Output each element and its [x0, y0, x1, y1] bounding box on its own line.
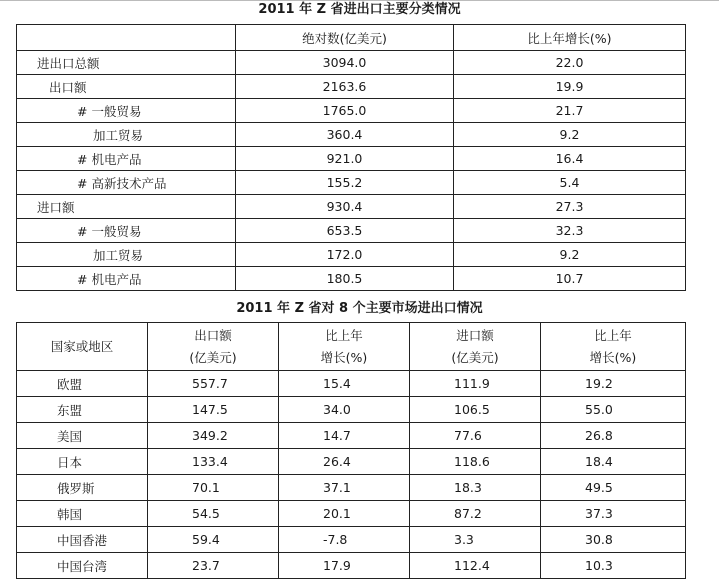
row-import-growth: 19.2 — [541, 371, 686, 397]
table2-header-row — [17, 323, 686, 371]
row-import-growth: 10.3 — [541, 553, 686, 579]
row-export: 133.4 — [148, 449, 279, 475]
table1-header-empty — [17, 25, 236, 51]
row-growth: 16.4 — [454, 147, 686, 171]
row-region: 中国香港 — [17, 527, 148, 553]
table-row — [17, 475, 686, 501]
row-value: 921.0 — [236, 147, 454, 171]
row-label: # 一般贸易 — [17, 219, 236, 243]
row-import: 112.4 — [410, 553, 541, 579]
table-row — [17, 243, 686, 267]
row-growth: 27.3 — [454, 195, 686, 219]
row-region: 东盟 — [17, 397, 148, 423]
header-import — [410, 323, 541, 371]
row-value: 360.4 — [236, 123, 454, 147]
row-import: 77.6 — [410, 423, 541, 449]
row-region: 欧盟 — [17, 371, 148, 397]
row-label: 加工贸易 — [17, 123, 236, 147]
row-export-growth: 15.4 — [279, 371, 410, 397]
row-import-growth: 18.4 — [541, 449, 686, 475]
header-import-growth — [541, 323, 686, 371]
row-export: 349.2 — [148, 423, 279, 449]
table-row — [17, 171, 686, 195]
row-label: 进口额 — [17, 195, 236, 219]
row-export-growth: -7.8 — [279, 527, 410, 553]
header-region: 国家或地区 — [17, 323, 148, 371]
row-import: 87.2 — [410, 501, 541, 527]
row-value: 653.5 — [236, 219, 454, 243]
row-label: 出口额 — [17, 75, 236, 99]
row-region: 日本 — [17, 449, 148, 475]
table-row — [17, 51, 686, 75]
row-label: # 高新技术产品 — [17, 171, 236, 195]
row-label: # 一般贸易 — [17, 99, 236, 123]
row-import: 118.6 — [410, 449, 541, 475]
row-export-growth: 20.1 — [279, 501, 410, 527]
row-growth: 21.7 — [454, 99, 686, 123]
row-import: 18.3 — [410, 475, 541, 501]
row-import-growth: 30.8 — [541, 527, 686, 553]
row-value: 172.0 — [236, 243, 454, 267]
row-import-growth: 55.0 — [541, 397, 686, 423]
table1-header-row — [17, 25, 686, 51]
row-growth: 5.4 — [454, 171, 686, 195]
header-export-line1: 出口额 — [194, 327, 232, 343]
row-region: 韩国 — [17, 501, 148, 527]
table-row — [17, 371, 686, 397]
row-export: 147.5 — [148, 397, 279, 423]
table1-header-growth: 比上年增长(%) — [454, 25, 686, 51]
header-import-line1: 进口额 — [456, 327, 494, 343]
row-growth: 19.9 — [454, 75, 686, 99]
table-row — [17, 147, 686, 171]
row-value: 1765.0 — [236, 99, 454, 123]
row-import: 3.3 — [410, 527, 541, 553]
row-import-growth: 49.5 — [541, 475, 686, 501]
row-value: 930.4 — [236, 195, 454, 219]
row-region: 美国 — [17, 423, 148, 449]
table-row — [17, 501, 686, 527]
header-import-growth-line1: 比上年 — [594, 327, 632, 343]
row-export: 557.7 — [148, 371, 279, 397]
row-label: # 机电产品 — [17, 267, 236, 291]
row-import: 106.5 — [410, 397, 541, 423]
row-export: 59.4 — [148, 527, 279, 553]
table2-title: 2011 年 Z 省对 8 个主要市场进出口情况 — [236, 301, 483, 316]
table1-header-value: 绝对数(亿美元) — [236, 25, 454, 51]
table-row — [17, 397, 686, 423]
row-value: 3094.0 — [236, 51, 454, 75]
header-export-growth-line2: 增长(%) — [320, 349, 368, 365]
row-label: 加工贸易 — [17, 243, 236, 267]
table-row — [17, 267, 686, 291]
row-growth: 10.7 — [454, 267, 686, 291]
row-import-growth: 37.3 — [541, 501, 686, 527]
row-label: 进出口总额 — [17, 51, 236, 75]
row-growth: 32.3 — [454, 219, 686, 243]
table-row — [17, 423, 686, 449]
row-growth: 9.2 — [454, 123, 686, 147]
header-export-growth — [279, 323, 410, 371]
row-label: # 机电产品 — [17, 147, 236, 171]
row-growth: 9.2 — [454, 243, 686, 267]
table-row — [17, 123, 686, 147]
row-value: 155.2 — [236, 171, 454, 195]
header-export — [148, 323, 279, 371]
row-export-growth: 17.9 — [279, 553, 410, 579]
table-row — [17, 527, 686, 553]
row-export: 23.7 — [148, 553, 279, 579]
header-export-growth-line1: 比上年 — [325, 327, 363, 343]
row-region: 中国台湾 — [17, 553, 148, 579]
row-import: 111.9 — [410, 371, 541, 397]
row-export-growth: 26.4 — [279, 449, 410, 475]
table1-title: 2011 年 Z 省进出口主要分类情况 — [258, 2, 461, 17]
row-export-growth: 34.0 — [279, 397, 410, 423]
table-row — [17, 99, 686, 123]
row-value: 180.5 — [236, 267, 454, 291]
row-export: 70.1 — [148, 475, 279, 501]
row-import-growth: 26.8 — [541, 423, 686, 449]
top-border — [0, 0, 719, 1]
row-export-growth: 37.1 — [279, 475, 410, 501]
row-export-growth: 14.7 — [279, 423, 410, 449]
classification-table — [16, 24, 686, 291]
row-region: 俄罗斯 — [17, 475, 148, 501]
row-value: 2163.6 — [236, 75, 454, 99]
table-row — [17, 195, 686, 219]
header-export-line2: (亿美元) — [189, 349, 237, 365]
markets-table — [16, 322, 686, 579]
row-growth: 22.0 — [454, 51, 686, 75]
table-row — [17, 553, 686, 579]
header-import-growth-line2: 增长(%) — [589, 349, 637, 365]
table-row — [17, 219, 686, 243]
table-row — [17, 75, 686, 99]
header-import-line2: (亿美元) — [451, 349, 499, 365]
table-row — [17, 449, 686, 475]
row-export: 54.5 — [148, 501, 279, 527]
